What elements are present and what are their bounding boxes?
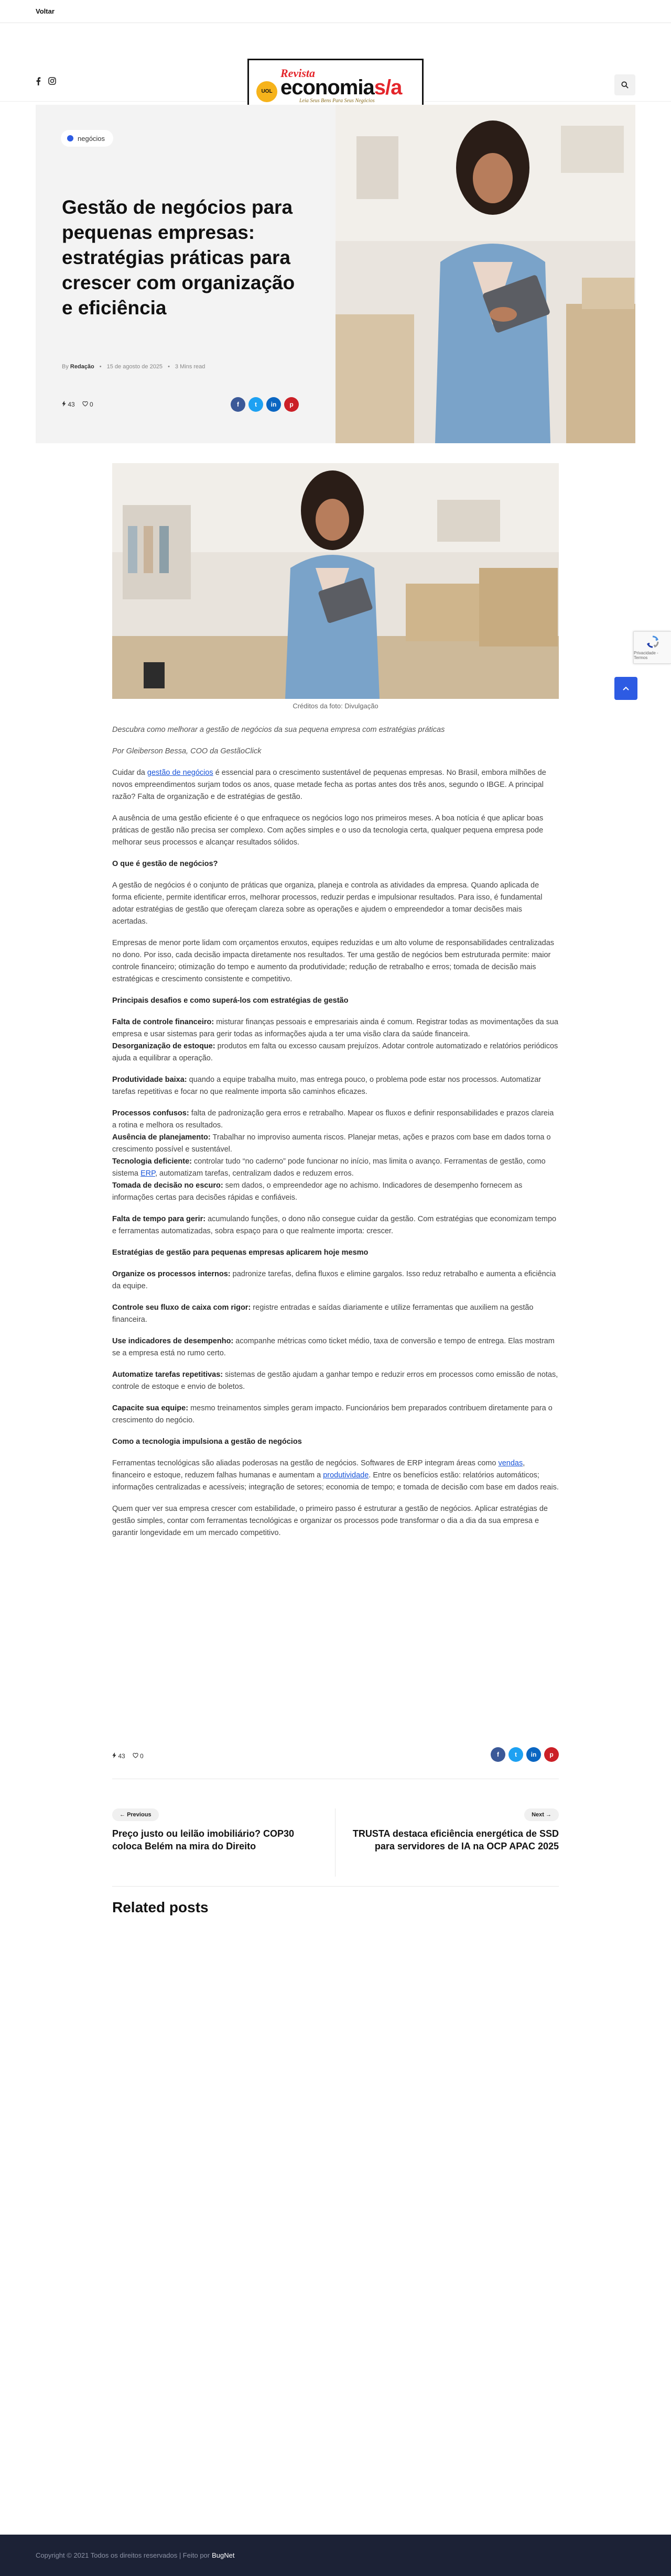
paragraph: Empresas de menor porte lidam com orçamentos enxutos, equipes reduzidas e um alto volume de responsabilidades centralizadas no dono. Por isso, cada decisão impacta diretamente nos resultados. Ter uma gestão de negócios bem estruturada permite: maior controle financeiro; otimização do tempo e aumento da produtividade; redução de retrabalho e erros; tomada de decisão mais estratégicas e crescimento consistente e competitivo. <box>112 939 555 983</box>
inline-link[interactable]: produtividade <box>323 1471 369 1479</box>
lightning-icon <box>112 1752 116 1758</box>
strategy-item: Controle seu fluxo de caixa com rigor: registre entradas e saídas diariamente e utilize ferramentas que auxiliem na gestão financeira. <box>112 1303 534 1324</box>
share-buttons <box>231 397 299 412</box>
challenge-item: Falta de tempo para gerir: acumulando funções, o dono não consegue cuidar da gestão. Com estratégias que economizam tempo e ferramentas automatizadas, sobra espaço para o que realmente importa: crescer. <box>112 1215 557 1235</box>
like-counter[interactable]: 43 <box>62 401 75 408</box>
back-link[interactable]: Voltar <box>36 7 55 15</box>
logo-wordmark: economias/a <box>280 76 402 99</box>
scroll-to-top-button[interactable] <box>614 677 637 700</box>
inline-link[interactable]: gestão de negócios <box>147 769 213 777</box>
strategy-item: Organize os processos internos: padronize tarefas, defina fluxos e elimine gargalos. Isso reduz retrabalho e aumenta a eficiência da equipe. <box>112 1270 556 1290</box>
heart-icon <box>133 1753 138 1758</box>
previous-post-title[interactable]: Preço justo ou leilão imobiliário? COP30 coloca Belém na mira do Direito <box>112 1828 295 1851</box>
strategy-item: Capacite sua equipe: mesmo treinamentos simples geram impacto. Funcionários bem preparados contribuem diretamente para o crescimento do negócio. <box>112 1404 553 1424</box>
read-time: 3 Mins read <box>175 364 205 370</box>
site-header <box>0 23 671 102</box>
paragraph: A ausência de uma gestão eficiente é o que enfraquece os negócios logo nos primeiros meses. A boa notícia é que aplicar boas práticas de gestão não precisa ser complexo. Com ações simples e o uso da tecnologia certa, qualquer pequena empresa pode melhorar seus processos e alcançar resultados sólidos. <box>112 814 544 847</box>
divider <box>335 1808 336 1877</box>
instagram-icon[interactable] <box>48 77 56 87</box>
share-pinterest-icon[interactable]: p <box>544 1747 559 1762</box>
share-facebook-icon[interactable]: f <box>491 1747 505 1762</box>
share-linkedin-icon[interactable]: in <box>266 397 281 412</box>
engagement-counts <box>62 401 93 408</box>
search-button[interactable] <box>614 74 635 95</box>
share-twitter-icon[interactable]: t <box>248 397 263 412</box>
share-facebook-icon[interactable]: f <box>231 397 245 412</box>
section-heading: O que é gestão de negócios? <box>112 860 218 868</box>
author-line: By Redação <box>62 364 94 370</box>
recaptcha-icon <box>646 635 659 649</box>
share-buttons <box>491 1747 559 1762</box>
hero-section <box>36 105 635 443</box>
paragraph: A gestão de negócios é o conjunto de práticas que organiza, planeja e controla as atividades da empresa. Quando aplicada de forma eficiente, permite identificar erros, melhorar processos, reduzir perdas e impulsionar resultados. Para isso, é fundamental adotar estratégias de gestão que ofereçam clareza sobre as operações e ajudem o empreendedor a tomar decisões mais acertadas. <box>112 881 543 926</box>
inline-link[interactable]: vendas <box>498 1459 523 1467</box>
meta-separator: • <box>168 364 170 370</box>
category-label: negócios <box>78 134 105 142</box>
logo-revista: Revista <box>280 67 315 80</box>
strategy-item: Use indicadores de desempenho: acompanhe métricas como ticket médio, taxa de conversão e tempo de entrega. Elas mostram se a empresa está no rumo certo. <box>112 1337 555 1357</box>
section-heading: Principais desafios e como superá-los com estratégias de gestão <box>112 996 349 1005</box>
maker-link[interactable]: BugNet <box>212 2551 235 2559</box>
article-body <box>112 724 559 1549</box>
challenge-group: Falta de controle financeiro: misturar finanças pessoais e empresariais ainda é comum. Registrar todas as movimentações da sua empresa e usar sistemas para gerir todas as informações ajuda a ter uma visão clara da saúde financeira. Desorganização de estoque: produtos em falta ou excesso causam prejuízos. Adotar controle automatizado e relatórios periódicos ajuda a equilibrar a operação. <box>112 1018 558 1062</box>
engagement-counts <box>112 1752 144 1760</box>
search-icon <box>621 81 629 89</box>
like-counter[interactable]: 43 <box>112 1752 125 1760</box>
chevron-up-icon <box>623 686 629 690</box>
site-footer <box>0 2535 671 2576</box>
previous-label: ← Previous <box>112 1808 159 1821</box>
next-label: Next → <box>524 1808 559 1821</box>
article-featured-image <box>112 463 559 699</box>
social-links <box>36 77 56 87</box>
site-logo[interactable] <box>247 59 424 107</box>
lightning-icon <box>62 401 66 407</box>
recaptcha-badge[interactable] <box>633 631 671 664</box>
recaptcha-label: Privacidade - Termos <box>634 651 658 660</box>
strategy-item: Automatize tarefas repetitivas: sistemas de gestão ajudam a ganhar tempo e reduzir erros em processos como emissão de notas, controle de estoque e envio de boletos. <box>112 1371 558 1391</box>
hero-photo <box>336 105 635 443</box>
facebook-icon[interactable] <box>36 77 41 87</box>
comment-counter[interactable]: 0 <box>133 1752 144 1760</box>
article-byline: Por Gleiberson Bessa, COO da GestãoClick <box>112 747 262 755</box>
divider <box>112 1886 559 1887</box>
section-heading: Como a tecnologia impulsiona a gestão de negócios <box>112 1438 302 1446</box>
previous-post[interactable] <box>112 1808 322 1852</box>
post-date: 15 de agosto de 2025 <box>106 364 163 370</box>
logo-tagline: Leia Seus Bens Para Seus Negócios <box>299 98 375 104</box>
article-footer-actions <box>112 1747 559 1768</box>
paragraph: Quem quer ver sua empresa crescer com estabilidade, o primeiro passo é estruturar a gestão de negócios. Aplicar estratégias de gestão simples, contar com ferramentas tecnológicas e organizar os processos pode transformar o dia a dia da sua empresa e garantir longevidade em um mercado competitivo. <box>112 1505 548 1537</box>
category-dot-icon <box>67 135 73 141</box>
share-pinterest-icon[interactable]: p <box>284 397 299 412</box>
comment-counter[interactable]: 0 <box>82 401 93 408</box>
category-badge[interactable] <box>61 130 113 147</box>
heart-icon <box>82 401 88 407</box>
related-posts-heading: Related posts <box>112 1899 209 1915</box>
challenge-item: Produtividade baixa: quando a equipe trabalha muito, mas entrega pouco, o problema pode estar nos processos. Automatizar tarefas repetitivas e focar no que realmente importa são caminhos eficazes. <box>112 1076 542 1096</box>
next-post[interactable] <box>339 1808 559 1852</box>
image-caption: Créditos da foto: Divulgação <box>293 702 378 710</box>
top-bar <box>0 0 671 23</box>
paragraph: Cuidar da gestão de negócios é essencial para o crescimento sustentável de pequenas empresas. No Brasil, embora milhões de novos empreendimentos surjam todos os anos, quase metade fecha as portas antes dos três anos, segundo o IBGE. A principal razão? Falta de organização e de estratégias de gestão. <box>112 769 546 801</box>
page-title: Gestão de negócios para pequenas empresas: estratégias práticas para crescer com organização e eficiência <box>62 196 295 319</box>
author-name[interactable]: Redação <box>70 364 94 370</box>
article-lead: Descubra como melhorar a gestão de negócios da sua pequena empresa com estratégias práticas <box>112 726 445 734</box>
section-heading: Estratégias de gestão para pequenas empresas aplicarem hoje mesmo <box>112 1248 369 1257</box>
copyright-text: Copyright © 2021 Todos os direitos reservados | Feito por <box>36 2551 210 2559</box>
uol-badge-text: UOL <box>261 89 273 94</box>
inline-link[interactable]: ERP <box>140 1169 155 1178</box>
next-post-title[interactable]: TRUSTA destaca eficiência energética de SSD para servidores de IA na OCP APAC 2025 <box>352 1828 559 1851</box>
paragraph: Ferramentas tecnológicas são aliadas poderosas na gestão de negócios. Softwares de ERP integram áreas como vendas, financeiro e estoque, reduzem falhas humanas e aumentam a produtividade. Entre os benefícios estão: relatórios automáticos; informações centralizadas e acessíveis; integração de setores; economia de tempo; e tomada de decisão com base em dados reais. <box>112 1459 559 1492</box>
share-twitter-icon[interactable]: t <box>508 1747 523 1762</box>
share-linkedin-icon[interactable]: in <box>526 1747 541 1762</box>
meta-separator: • <box>99 364 102 370</box>
post-meta <box>62 364 205 370</box>
challenge-group: Processos confusos: falta de padronização gera erros e retrabalho. Mapear os fluxos e definir responsabilidades e prazos clareia a rotina e melhora os resultados. Ausência de planejamento: Trabalhar no improviso aumenta riscos. Planejar metas, ações e prazos com base em dados torna o crescimento possível e sustentável. Tecnologia deficiente: controlar tudo “no caderno” pode funcionar no início, mas limita o avanço. Ferramentas de gestão, como sistema ERP, automatizam tarefas, centralizam dados e reduzem erros. Tomada de decisão no escuro: sem dados, o empreendedor age no achismo. Indicadores de desempenho fornecem as informações certas para decisões rápidas e confiáveis. <box>112 1109 554 1202</box>
